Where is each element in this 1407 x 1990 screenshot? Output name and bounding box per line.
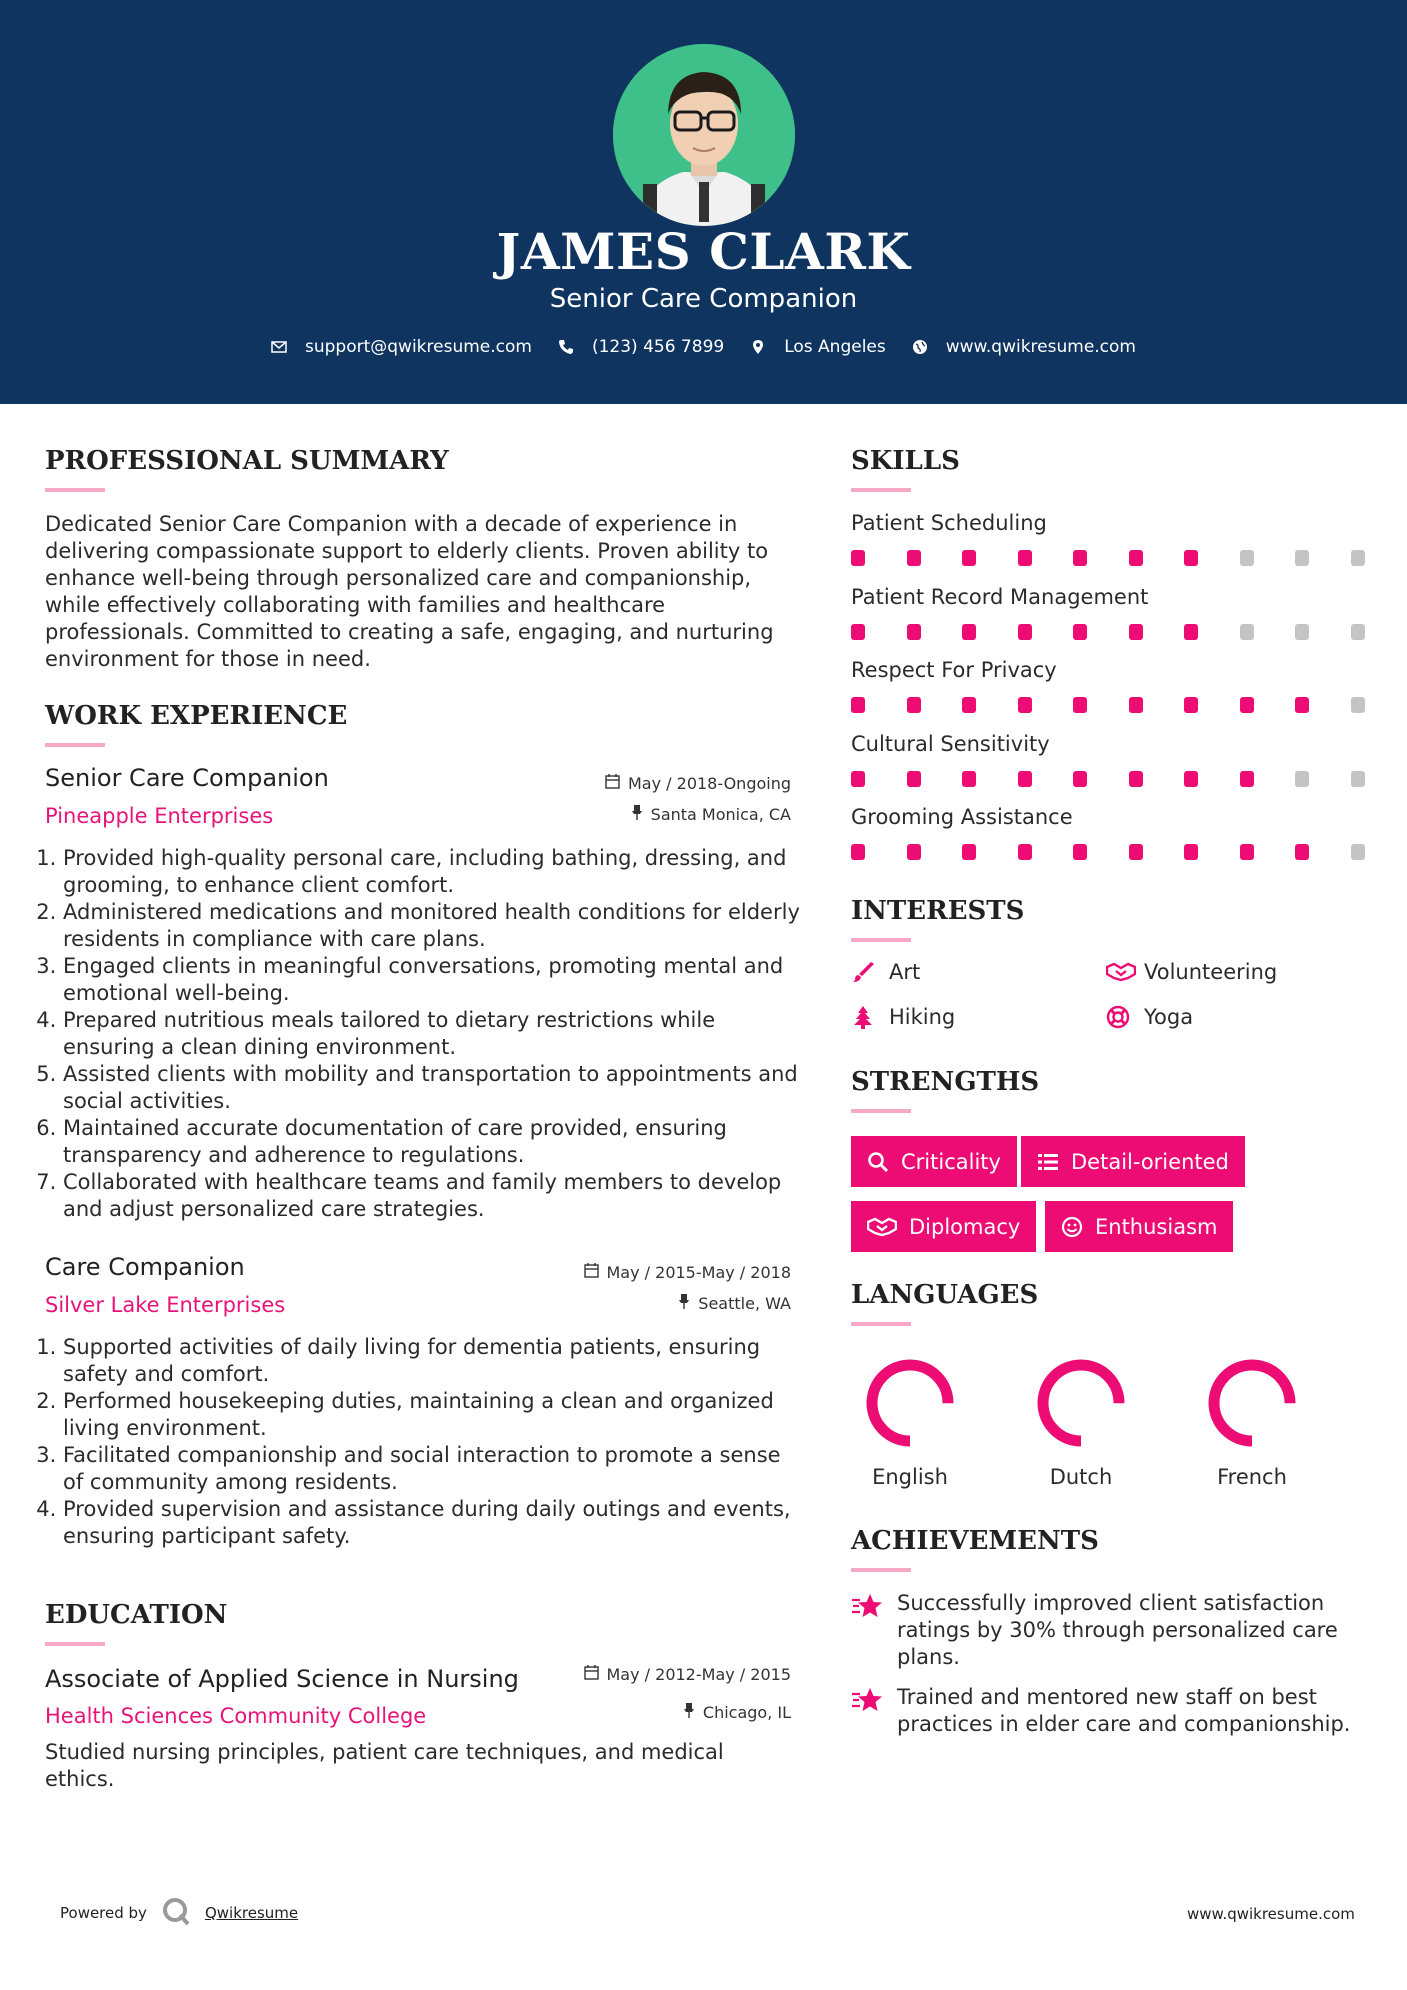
education-underline	[45, 1642, 105, 1646]
smile-icon	[1061, 1216, 1083, 1238]
list-item: 4. Provided supervision and assistance during daily outings and events, ensuring participant safety.	[63, 1496, 800, 1550]
interest-art	[851, 960, 920, 984]
language-level-arc	[1043, 1365, 1119, 1441]
skill-rating	[851, 844, 1371, 860]
strength-label: Diplomacy	[909, 1214, 1021, 1239]
rating-dot-filled	[907, 697, 921, 713]
language-level-arc	[1214, 1365, 1290, 1441]
rating-dot-filled	[1240, 771, 1254, 787]
job-title: Senior Care Companion	[45, 764, 329, 792]
summary-underline	[45, 488, 105, 492]
education-heading: EDUCATION	[45, 1600, 228, 1630]
star-icon	[851, 1592, 885, 1622]
job-location-text: Seattle, WA	[698, 1294, 791, 1313]
rating-dot-empty	[1295, 624, 1309, 640]
job-responsibilities	[45, 845, 800, 1223]
pushpin-icon	[678, 1294, 690, 1313]
rating-dot-filled	[1018, 624, 1032, 640]
rating-dot-filled	[1018, 771, 1032, 787]
list-item: 2. Performed housekeeping duties, maintaining a clean and organized living environment.	[63, 1388, 800, 1442]
strength-chip	[1045, 1201, 1233, 1252]
rating-dot-empty	[1240, 550, 1254, 566]
rating-dot-empty	[1351, 624, 1365, 640]
experience-underline	[45, 743, 105, 747]
skill-name: Grooming Assistance	[851, 805, 1073, 829]
rating-dot-filled	[1129, 624, 1143, 640]
resume-header	[0, 0, 1407, 404]
interest-hiking	[851, 1005, 955, 1029]
skills-heading: SKILLS	[851, 446, 960, 476]
list-item: 3. Facilitated companionship and social interaction to promote a sense of community among residents.	[63, 1442, 800, 1496]
rating-dot-filled	[962, 550, 976, 566]
rating-dot-filled	[1129, 697, 1143, 713]
rating-dot-filled	[1295, 844, 1309, 860]
profile-photo	[613, 44, 795, 226]
rating-dot-filled	[1184, 697, 1198, 713]
footer-url[interactable]: www.qwikresume.com	[1187, 1905, 1355, 1923]
rating-dot-filled	[1073, 844, 1087, 860]
strength-label: Criticality	[901, 1149, 1001, 1174]
rating-dot-filled	[1073, 771, 1087, 787]
rating-dot-filled	[1073, 697, 1087, 713]
interest-label: Hiking	[889, 1005, 956, 1029]
skill-rating	[851, 697, 1371, 713]
contact-location-text: Los Angeles	[784, 337, 886, 357]
languages-heading: LANGUAGES	[851, 1280, 1039, 1310]
map-pin-icon	[750, 339, 766, 355]
rating-dot-filled	[1073, 624, 1087, 640]
candidate-name: JAMES CLARK	[496, 222, 911, 281]
interests-underline	[851, 938, 911, 942]
languages-underline	[851, 1322, 911, 1326]
contact-location	[750, 337, 886, 357]
language-ring	[860, 1353, 960, 1453]
rating-dot-filled	[1184, 844, 1198, 860]
job-company: Pineapple Enterprises	[45, 804, 274, 828]
globe-icon	[912, 339, 928, 355]
rating-dot-filled	[1018, 844, 1032, 860]
search-icon	[867, 1151, 889, 1173]
rating-dot-empty	[1351, 771, 1365, 787]
experience-heading: WORK EXPERIENCE	[45, 701, 348, 731]
list-item: 3. Engaged clients in meaningful conversations, promoting mental and emotional well-being.	[63, 953, 800, 1007]
skill-rating	[851, 624, 1371, 640]
list-item: 1. Supported activities of daily living for dementia patients, ensuring safety and comfort.	[63, 1334, 800, 1388]
language-ring	[1031, 1353, 1131, 1453]
job-responsibilities	[45, 1334, 800, 1550]
job-company: Silver Lake Enterprises	[45, 1293, 286, 1317]
rating-dot-filled	[962, 697, 976, 713]
job-date-text: May / 2018-Ongoing	[628, 774, 791, 793]
strength-label: Enthusiasm	[1095, 1214, 1218, 1239]
education-date-text: May / 2012-May / 2015	[606, 1665, 791, 1684]
language-label: French	[1217, 1465, 1287, 1489]
degree-title: Associate of Applied Science in Nursing	[45, 1665, 519, 1693]
skills-underline	[851, 488, 911, 492]
phone-icon	[558, 339, 574, 355]
rating-dot-filled	[851, 844, 865, 860]
pushpin-icon	[683, 1703, 695, 1722]
contact-website-text: www.qwikresume.com	[945, 337, 1136, 357]
list-item: 7. Collaborated with healthcare teams and family members to develop and adjust personalized care strategies.	[63, 1169, 800, 1223]
contact-bar	[0, 337, 1407, 357]
list-item: 2. Administered medications and monitored health conditions for elderly residents in compliance with care plans.	[63, 899, 800, 953]
rating-dot-filled	[1129, 844, 1143, 860]
strengths-underline	[851, 1109, 911, 1113]
rating-dot-filled	[907, 550, 921, 566]
language-level-arc	[872, 1365, 948, 1441]
rating-dot-empty	[1240, 624, 1254, 640]
handshake-icon	[1106, 960, 1130, 984]
rating-dot-empty	[1295, 550, 1309, 566]
star-icon	[851, 1686, 885, 1716]
rating-dot-filled	[962, 844, 976, 860]
envelope-icon	[271, 339, 287, 355]
achievement-text: Trained and mentored new staff on best practices in elder care and companionship.	[897, 1685, 1351, 1736]
job-location	[520, 805, 791, 824]
rating-dot-filled	[1129, 550, 1143, 566]
rating-dot-filled	[1184, 624, 1198, 640]
handshake-icon	[867, 1216, 897, 1238]
lifebuoy-icon	[1106, 1005, 1130, 1029]
interests-heading: INTERESTS	[851, 896, 1025, 926]
rating-dot-filled	[1129, 771, 1143, 787]
rating-dot-filled	[1184, 771, 1198, 787]
rating-dot-filled	[1240, 697, 1254, 713]
achievement-text: Successfully improved client satisfaction ratings by 30% through personalized care plans.	[897, 1591, 1338, 1669]
rating-dot-filled	[907, 771, 921, 787]
footer-powered	[60, 1896, 298, 1930]
rating-dot-filled	[1295, 697, 1309, 713]
contact-email[interactable]	[271, 337, 532, 357]
job-location	[520, 1294, 791, 1313]
qwikresume-logo-icon	[161, 1896, 191, 1930]
contact-phone-text: (123) 456 7899	[591, 337, 725, 357]
pushpin-icon	[631, 805, 643, 824]
job-location-text: Santa Monica, CA	[650, 805, 791, 824]
list-icon	[1037, 1151, 1059, 1173]
strength-chip	[851, 1136, 1017, 1187]
rating-dot-filled	[907, 844, 921, 860]
rating-dot-filled	[907, 624, 921, 640]
language-label: Dutch	[1049, 1465, 1113, 1489]
rating-dot-filled	[962, 624, 976, 640]
interest-label: Art	[889, 960, 921, 984]
achievement-item	[851, 1684, 1361, 1738]
tree-icon	[851, 1005, 875, 1029]
rating-dot-filled	[1018, 550, 1032, 566]
achievements-heading: ACHIEVEMENTS	[851, 1526, 1099, 1556]
skill-name: Cultural Sensitivity	[851, 732, 1050, 756]
list-item: 4. Prepared nutritious meals tailored to dietary restrictions while ensuring a clean dining environment.	[63, 1007, 800, 1061]
achievement-item	[851, 1590, 1361, 1671]
list-item: 1. Provided high-quality personal care, including bathing, dressing, and grooming, to enhance client comfort.	[63, 845, 800, 899]
rating-dot-filled	[1240, 844, 1254, 860]
skill-rating	[851, 550, 1371, 566]
summary-text: Dedicated Senior Care Companion with a decade of experience in delivering compassionate support to elderly clients. Proven ability to enhance well-being through personalized care and companionship, while effectively collaborating with families and healthcare professionals. Committed to creating a safe, engaging, and nurturing environment for those in need.	[45, 512, 774, 671]
list-item: 5. Assisted clients with mobility and transportation to appointments and social activities.	[63, 1061, 800, 1115]
strength-chip	[851, 1201, 1036, 1252]
list-item: 6. Maintained accurate documentation of care provided, ensuring transparency and adherence to regulations.	[63, 1115, 800, 1169]
strengths-heading: STRENGTHS	[851, 1067, 1040, 1097]
interest-label: Yoga	[1144, 1005, 1194, 1029]
rating-dot-empty	[1351, 844, 1365, 860]
contact-phone[interactable]	[558, 337, 724, 357]
calendar-icon	[605, 774, 620, 793]
skill-rating	[851, 771, 1371, 787]
rating-dot-filled	[851, 697, 865, 713]
interest-yoga	[1106, 1005, 1193, 1029]
rating-dot-filled	[962, 771, 976, 787]
candidate-role: Senior Care Companion	[549, 284, 858, 314]
rating-dot-filled	[1018, 697, 1032, 713]
language-ring	[1202, 1353, 1302, 1453]
language-label: English	[872, 1465, 948, 1489]
rating-dot-empty	[1351, 697, 1365, 713]
job-date-text: May / 2015-May / 2018	[606, 1263, 791, 1282]
summary-heading: PROFESSIONAL SUMMARY	[45, 446, 449, 476]
rating-dot-filled	[1184, 550, 1198, 566]
school-name: Health Sciences Community College	[45, 1704, 427, 1728]
skill-name: Respect For Privacy	[851, 658, 1057, 682]
skill-name: Patient Record Management	[851, 585, 1149, 609]
job-title: Care Companion	[45, 1253, 245, 1281]
paintbrush-icon	[851, 960, 875, 984]
skill-name: Patient Scheduling	[851, 511, 1047, 535]
achievements-underline	[851, 1568, 911, 1572]
rating-dot-empty	[1351, 550, 1365, 566]
strength-chip	[1021, 1136, 1245, 1187]
education-date	[520, 1665, 791, 1684]
rating-dot-filled	[851, 771, 865, 787]
job-date	[520, 1263, 791, 1282]
rating-dot-filled	[851, 550, 865, 566]
powered-by-text: Powered by	[60, 1904, 147, 1922]
calendar-icon	[584, 1263, 599, 1282]
education-location-text: Chicago, IL	[702, 1703, 791, 1722]
calendar-icon	[584, 1665, 599, 1684]
footer-brand-link[interactable]: Qwikresume	[204, 1904, 299, 1922]
strength-label: Detail-oriented	[1071, 1149, 1229, 1174]
contact-website[interactable]	[912, 337, 1136, 357]
rating-dot-filled	[1073, 550, 1087, 566]
rating-dot-empty	[1295, 771, 1309, 787]
interest-volunteering	[1106, 960, 1277, 984]
interest-label: Volunteering	[1144, 960, 1278, 984]
education-description: Studied nursing principles, patient care techniques, and medical ethics.	[45, 1740, 724, 1791]
job-date	[520, 774, 791, 793]
rating-dot-filled	[851, 624, 865, 640]
education-location	[520, 1703, 791, 1722]
contact-email-text: support@qwikresume.com	[305, 337, 532, 357]
